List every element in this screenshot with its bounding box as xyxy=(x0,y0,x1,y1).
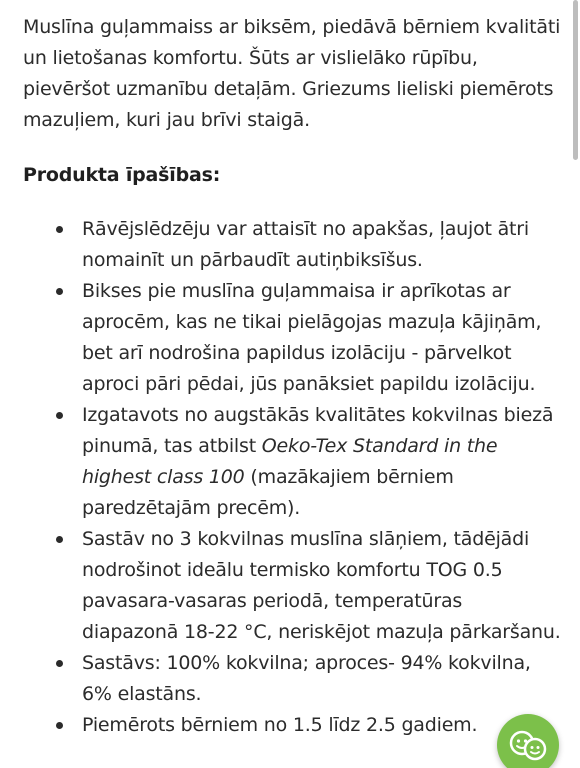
bullet-icon xyxy=(56,412,63,419)
description-intro: Muslīna guļammaiss ar biksēm, piedāvā bērniem kvalitāti un lietošanas komfortu. Šūts ar vislielāko rūpību, pievēršot uzmanību detaļām. Griezums lieliski piemērots mazuļiem, kuri jau brīvi staigā. xyxy=(23,16,561,131)
list-item-text-before: Izgatavots no augstākās kvalitātes kokvilnas biezā pinumā, tas atbilst xyxy=(82,404,554,457)
list-item-text: Sastāv no 3 kokvilnas muslīna slāņiem, tādējādi nodrošinot ideālu termisko komfortu TOG 0.5 pavasara-vasaras periodā, temperatūras diapazonā 18-22 °C, neriskējot mazuļa pārkaršanu. xyxy=(82,528,561,643)
bullet-icon xyxy=(56,226,63,233)
list-item xyxy=(23,710,563,741)
list-item-text: Bikses pie muslīna guļammaisa ir aprīkotas ar aprocēm, kas ne tikai pielāgojas mazuļa kājiņām, bet arī nodrošina papildus izolāciju - pārvelkot aproci pāri pēdai, jūs panāksiet papildu izolāciju. xyxy=(82,280,542,395)
list-item-text-after: (mazākajiem bērniem paredzētajām precēm). xyxy=(82,466,454,519)
list-item-text: Sastāvs: 100% kokvilna; aproces- 94% kokvilna, 6% elastāns. xyxy=(82,652,531,705)
bullet-icon xyxy=(56,660,63,667)
list-item-text: Rāvējslēdzēju var attaisīt no apakšas, ļaujot ātri nomainīt un pārbaudīt autiņbiksīšus. xyxy=(82,218,529,271)
chat-smiley-icon xyxy=(508,727,548,763)
list-item xyxy=(23,214,563,276)
list-item xyxy=(23,400,563,524)
list-item xyxy=(23,524,563,648)
scrollbar[interactable] xyxy=(573,0,578,160)
list-item-text: Piemērots bērniem no 1.5 līdz 2.5 gadiem. xyxy=(82,714,478,736)
bullet-icon xyxy=(56,536,63,543)
bullet-icon xyxy=(56,722,63,729)
features-list xyxy=(23,214,563,741)
chat-button[interactable] xyxy=(497,714,559,768)
features-heading: Produkta īpašības: xyxy=(23,164,221,186)
list-item xyxy=(23,276,563,400)
bullet-icon xyxy=(56,288,63,295)
list-item xyxy=(23,648,563,710)
product-description xyxy=(23,12,563,741)
standard-name: Oeko-Tex Standard in the highest class 100 xyxy=(82,435,498,488)
